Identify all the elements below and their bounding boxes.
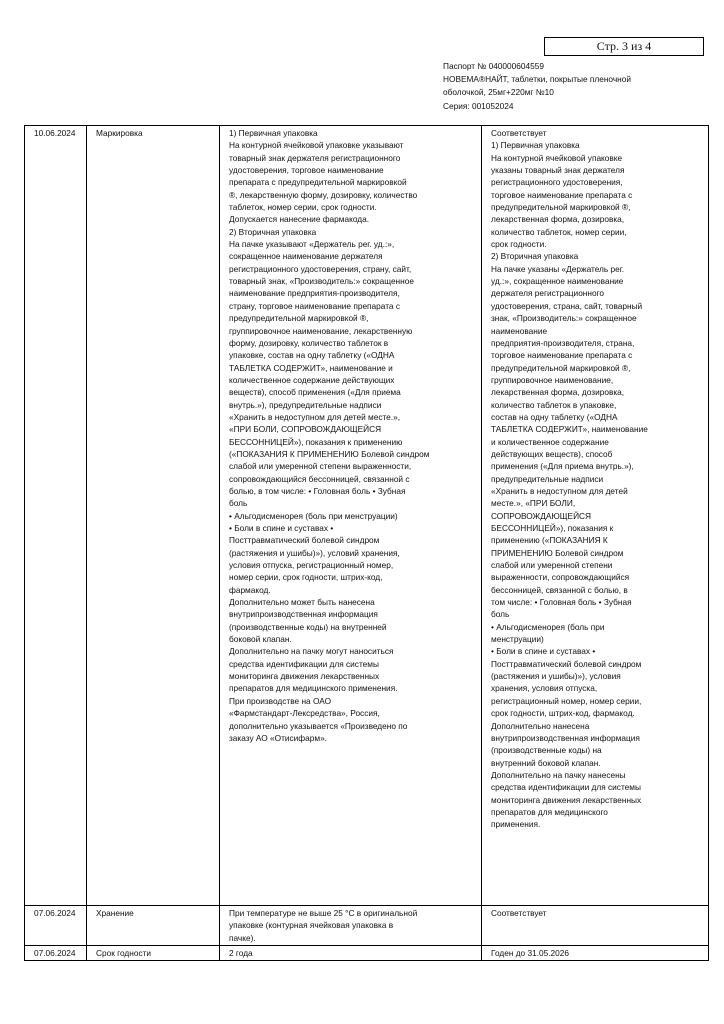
row-requirement: При температуре не выше 25 °С в оригинальной упаковке (контурная ячейковая упаковка в пачке). xyxy=(220,906,482,946)
row-parameter: Хранение xyxy=(87,906,220,946)
table-row xyxy=(25,946,709,961)
row-date: 10.06.2024 xyxy=(25,126,87,906)
table-row xyxy=(25,126,709,906)
product-name-line2: оболочкой, 25мг+220мг №10 xyxy=(443,87,554,98)
row-date: 07.06.2024 xyxy=(25,946,87,961)
row-result: Годен до 31.05.2026 xyxy=(482,946,709,961)
row-requirement: 1) Первичная упаковка На контурной ячейковой упаковке указывают товарный знак держателя регистрационного удостоверения, торговое наименование препарата с предупредительной маркировкой ®, лекарственную форму, дозировку, количество таблеток, номер серии, срок годности. Допускается нанесение фармакода. 2) Вторичная упаковка На пачке указывают «Держатель рег. уд.:», сокращенное наименование держателя регистрационного удостоверения, страну, сайт, товарный знак, «Производитель:» сокращенное наименование предприятия-производителя, страну, торговое наименование препарата с предупредительной маркировкой ®, группировочное наименование, лекарственную форму, дозировку, количество таблеток в упаковке, состав на одну таблетку («ОДНА ТАБЛЕТКА СОДЕРЖИТ», наименование и количественное содержание действующих веществ), способ применения («Для приема внутрь.»), предупредительные надписи «Хранить в недоступном для детей месте.», «ПРИ БОЛИ, СОПРОВОЖДАЮЩЕЙСЯ БЕССОННИЦЕЙ»), показания к применению («ПОКАЗАНИЯ К ПРИМЕНЕНИЮ Болевой синдром слабой или умеренной степени выраженности, сопровождающийся бессонницей, связанной с болью, в том числе: • Головная боль • Зубная боль • Альгодисменорея (боль при менструации) • Боли в спине и суставах • Посттравматический болевой синдром (растяжения и ушибы)»), условий хранения, условия отпуска, регистрационный номер, номер серии, срок годности, штрих-код, фармакод. Дополнительно может быть нанесена внутрипроизводственная информация (производственные коды) на внутренней боковой клапан. Дополнительно на пачку могут наноситься средства идентификации для системы мониторинга движения лекарственных препаратов для медицинского применения. При производстве на ОАО «Фармстандарт-Лексредства», Россия, дополнительно указывается «Произведено по заказу АО «Отисифарм». xyxy=(220,126,482,906)
row-requirement: 2 года xyxy=(220,946,482,961)
series-number: Серия: 001052024 xyxy=(443,100,514,111)
passport-number: Паспорт № 040000604559 xyxy=(443,61,544,71)
row-date: 07.06.2024 xyxy=(25,906,87,946)
passport-info xyxy=(443,60,713,113)
row-result: Соответствует 1) Первичная упаковка На контурной ячейковой упаковке указаны товарный знак держателя регистрационного удостоверения, торговое наименование препарата с предупредительной маркировкой ®, лекарственная форма, дозировка, количество таблеток, номер серии, срок годности. 2) Вторичная упаковка На пачке указаны «Держатель рег. уд.:», сокращенное наименование держателя регистрационного удостоверения, страна, сайт, товарный знак, «Производитель:» сокращенное наименование предприятия-производителя, страна, торговое наименование препарата с предупредительной маркировкой ®, группировочное наименование, лекарственная форма, дозировка, количество таблеток в упаковке, состав на одну таблетку («ОДНА ТАБЛЕТКА СОДЕРЖИТ», наименование и количественное содержание действующих веществ), способ применения («Для приема внутрь.»), предупредительные надписи «Хранить в недоступном для детей месте.», «ПРИ БОЛИ, СОПРОВОЖДАЮЩЕЙСЯ БЕССОННИЦЕЙ»), показания к применению («ПОКАЗАНИЯ К ПРИМЕНЕНИЮ Болевой синдром слабой или умеренной степени выраженности, сопровождающийся бессонницей, связанной с болью, в том числе: • Головная боль • Зубная боль • Альгодисменорея (боль при менструации) • Боли в спине и суставах • Посттравматический болевой синдром (растяжения и ушибы)»), условия хранения, условия отпуска, регистрационный номер, номер серии, срок годности, штрих-код, фармакод. Дополнительно нанесена внутрипроизводственная информация (производственные коды) на внутренний боковой клапан. Дополнительно на пачку нанесены средства идентификации для системы мониторинга движения лекарственных препаратов для медицинского применения. xyxy=(482,126,709,906)
product-name-line1: НОВЕМА®НАЙТ, таблетки, покрытые пленочной xyxy=(443,74,631,85)
row-parameter: Маркировка xyxy=(87,126,220,906)
results-table xyxy=(24,125,709,961)
row-parameter: Срок годности xyxy=(87,946,220,961)
page-number-box xyxy=(544,37,704,56)
table-row xyxy=(25,906,709,946)
page-number: Стр. 3 из 4 xyxy=(596,39,652,53)
row-result: Соответствует xyxy=(482,906,709,946)
